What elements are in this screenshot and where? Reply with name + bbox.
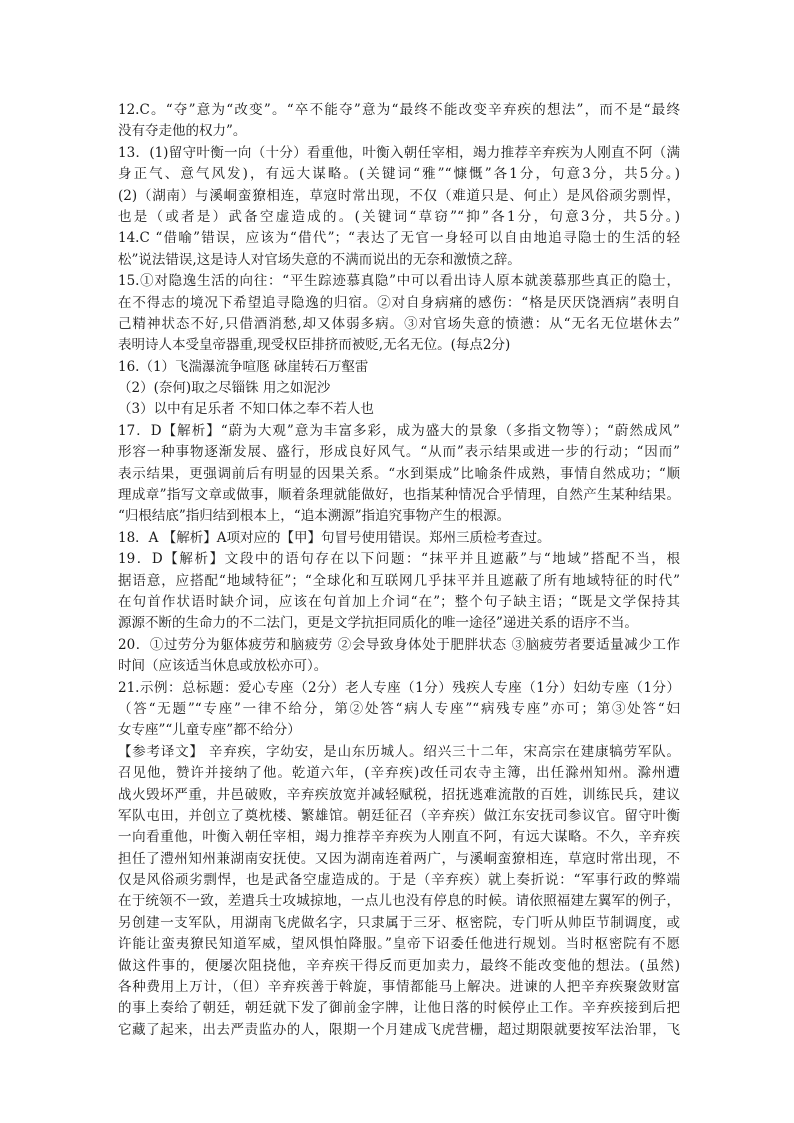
text-line: 各种费用上万计，（但）辛弃疾善于斡旋，事情都能马上解决。进谏的人把辛弃疾聚敛财富	[118, 979, 680, 996]
text-line: 在不得志的境况下希望追寻隐逸的归宿。②对自身病痛的感伤：“格是厌厌饶酒病”表明自	[118, 294, 680, 311]
text-line: （2）(奈何)取之尽锱铢 用之如泥沙	[118, 380, 331, 397]
text-line: （3）以中有足乐者 不知口体之奉不若人也	[118, 401, 374, 418]
text-line: 仅是风俗顽劣剽悍，也是武备空虚造成的。于是（辛弃疾）就上奏折说：“军事行政的弊端	[118, 872, 680, 889]
text-line: 也是（或者是）武备空虚造成的。(关键词“草窃”“抑”各1分，句意3分，共5分。)	[118, 208, 680, 225]
text-line: 没有夺走他的权力”。	[118, 123, 247, 140]
text-line: 身正气、意气风发)，有远大谋略。(关键词“雅”“慷慨”各1分，句意3分，共5分。)	[118, 166, 680, 183]
text-line: 12.C。“夺”意为“改变”。“卒不能夺”意为“最终不能改变辛弃疾的想法”，而不是“最终	[118, 102, 680, 118]
answer-key-text	[118, 100, 680, 1041]
text-line: 20．①过劳分为躯体疲劳和脑疲劳 ②会导致身体处于肥胖状态 ③脑疲劳者要适量减少工作	[118, 636, 680, 653]
text-line: 在于统领不一致，差遣兵士攻城掠地，一点儿也没有停息的时候。请依照福建左翼军的例子，	[118, 893, 680, 910]
text-line: 一向看重他，叶衡入朝任宰相，竭力推荐辛弃疾为人刚直不阿，有远大谋略。不久，辛弃疾	[118, 829, 680, 846]
text-line: 召见他，赞许并接纳了他。乾道六年，(辛弃疾)改任司农寺主簿，出任滁州知州。滁州遭	[118, 765, 680, 782]
text-line: “归根结底”指归结到根本上，“追本溯源”指追究事物产生的根源。	[118, 508, 511, 525]
text-line: 15.①对隐逸生活的向往：“平生踪迹慕真隐”中可以看出诗人原本就羡慕那些真正的隐士，	[118, 273, 680, 290]
text-line: 做这件事的，便屡次阻挠他，辛弃疾干得反而更加卖力，最终不能改变他的想法。(虽然)	[118, 957, 680, 974]
text-line: 【参考译文】 辛弃疾，字幼安，是山东历城人。绍兴三十二年，宋高宗在建康犒劳军队。	[118, 743, 680, 760]
text-line: 18．A 【解析】A项对应的【甲】句冒号使用错误。郑州三质检考查过。	[118, 529, 551, 546]
text-line: 军队屯田，并创立了奠枕楼、繁雄馆。朝廷征召（辛弃疾）做江东安抚司参议官。留守叶衡	[118, 807, 680, 824]
text-line: 担任了澧州知州兼湖南安抚使。又因为湖南连着两广，与溪峒蛮獠相连，草寇时常出现，不	[118, 850, 680, 867]
text-line: 据语意，应搭配“地域特征”；“全球化和互联网几乎抹平并且遮蔽了所有地域特征的时代”	[118, 572, 680, 589]
text-line: 17．D【解析】“蔚为大观”意为丰富多彩，成为盛大的景象（多指文物等）；“蔚然成风”	[118, 422, 680, 439]
text-line: (2)（湖南）与溪峒蛮獠相连，草寇时常出现，不仅（难道只是、何止）是风俗顽劣剽悍，	[118, 187, 680, 204]
text-line: 表示结果，更强调前后有明显的因果关系。“水到渠成”比喻条件成熟，事情自然成功；“顺	[118, 465, 680, 482]
text-line: 时间（应该适当休息或放松亦可）。	[118, 658, 328, 675]
text-line: （答“无题”“专座”一律不给分，第②处答“病人专座”“病残专座”亦可；第③处答“妇	[118, 700, 680, 717]
text-line: 14.C “借喻”错误，应该为“借代”；“表达了无官一身轻可以自由地追寻隐士的生活的轻	[118, 230, 680, 247]
text-line: 松”说法错误,这是诗人对官场失意的不满而说出的无奈和激愤之辞。	[118, 251, 521, 268]
text-line: 表明诗人本受皇帝器重,现受权臣排挤而被贬,无名无位。(每点2分)	[118, 337, 511, 354]
text-line: 16.（1）飞湍瀑流争喧豗 砯崖转石万壑雷	[118, 358, 369, 375]
text-line: 另创建一支军队，用湖南飞虎做名字，只隶属于三牙、枢密院，专门听从帅臣节制调度，或	[118, 914, 680, 931]
text-line: 的事上奏给了朝廷，朝廷就下发了御前金字牌，让他日落的时候停止工作。辛弃疾接到后把	[118, 1000, 680, 1017]
text-line: 19．D【解析】文段中的语句存在以下问题：“抹平并且遮蔽”与“地域”搭配不当，根	[118, 551, 680, 568]
text-line: 13．(1)留守叶衡一向（十分）看重他，叶衡入朝任宰相，竭力推荐辛弃疾为人刚直不阿（满	[118, 144, 680, 161]
text-line: 许能让蛮夷獠民知道军威，望风惧怕降服。”皇帝下诏委任他进行规划。当时枢密院有不愿	[118, 936, 680, 953]
text-line: 女专座”“儿童专座”都不给分）	[118, 722, 301, 739]
text-line: 己精神状态不好,只借酒消愁,却又体弱多病。③对官场失意的愤懑：从“无名无位堪休去”	[118, 315, 680, 332]
text-line: 在句首作状语时缺介词，应该在句首加上介词“在”；整个句子缺主语；“既是文学保持其	[118, 593, 680, 610]
text-line: 战火毁坏严重，井邑破败，辛弃疾放宽并减轻赋税，招抚逃难流散的百姓，训练民兵，建议	[118, 786, 680, 803]
text-line: 理成章”指写文章或做事，顺着条理就能做好，也指某种情况合乎情理，自然产生某种结果。	[118, 487, 680, 504]
text-line: 形容一种事物逐渐发展、盛行，形成良好风气。“从而”表示结果或进一步的行动；“因而”	[118, 444, 680, 461]
text-line: 21.示例：总标题：爱心专座（2分）老人专座（1分）残疾人专座（1分）妇幼专座（1分）	[118, 679, 680, 696]
text-line: 源源不断的生命力的不二法门，更是文学抗拒同质化的唯一途径”递进关系的语序不当。	[118, 615, 638, 632]
text-line: 它藏了起来，出去严责监办的人，限期一个月建成飞虎营栅，超过期限就要按军法治罪，飞	[118, 1021, 680, 1038]
